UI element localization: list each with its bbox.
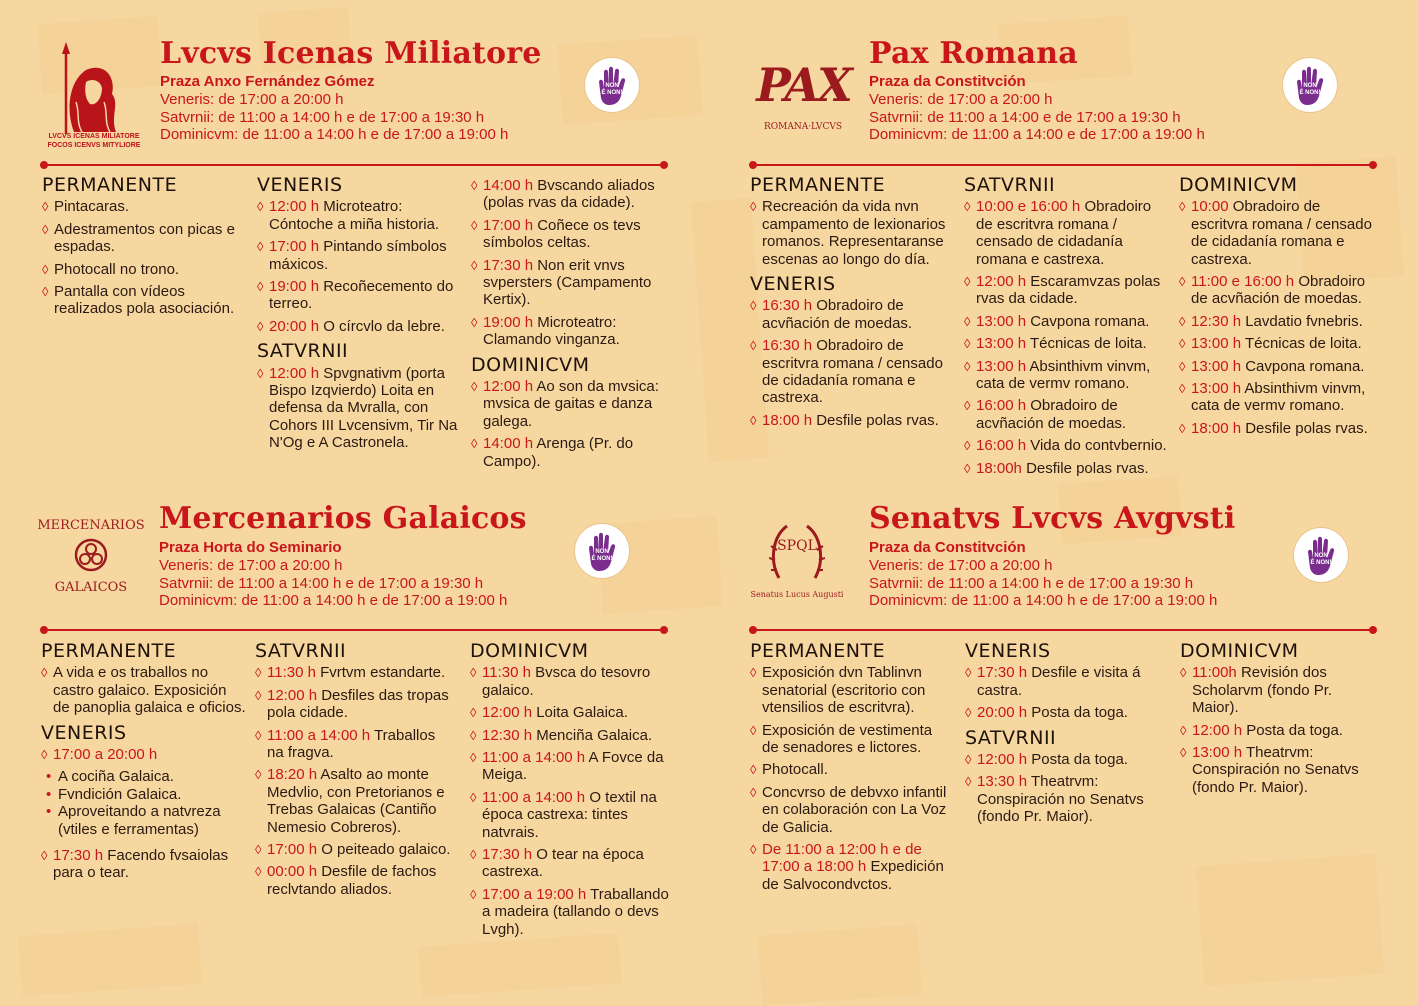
schedule-item bbox=[255, 841, 455, 858]
schedule-item bbox=[41, 664, 246, 716]
hours-saturnii: Satvrnii: de 11:00 a 14:00 h e de 17:00 a 19:30 h bbox=[869, 574, 1194, 592]
mercenarios-logo-text-2: GALAICOS bbox=[54, 580, 128, 595]
event-text: Vida do contvbernio. bbox=[1030, 437, 1167, 455]
event-text: Bvsca do tesovro galaico. bbox=[482, 664, 651, 699]
event-text: Obradoiro de acvñación de moedas. bbox=[762, 297, 913, 332]
association-pax-romana bbox=[709, 0, 1418, 490]
event-text: Pintando símbolos máxicos. bbox=[269, 238, 447, 273]
event-time: 18:00 h bbox=[762, 411, 813, 429]
senatus-logo-text-2: Senatus Lucus Augusti bbox=[750, 590, 844, 599]
event-text: Microteatro: Cóntoche a miña historia. bbox=[269, 198, 440, 233]
event-text: A Fovce da Meiga. bbox=[482, 749, 664, 784]
schedule-item bbox=[257, 318, 462, 335]
day-heading: DOMINICVM bbox=[1179, 174, 1298, 196]
event-time: 17:30 h bbox=[482, 846, 533, 864]
event-time: 20:00 h bbox=[977, 704, 1028, 722]
schedule-item bbox=[470, 789, 670, 841]
senatus-col-2 bbox=[965, 640, 1165, 831]
hours-veneris: Veneris: de 17:00 a 20:00 h bbox=[869, 91, 1053, 108]
schedule-item bbox=[1179, 335, 1379, 352]
event-time: 11:00 e 16:00 h bbox=[1191, 273, 1295, 291]
schedule-item bbox=[470, 727, 670, 744]
senatus-col-3 bbox=[1180, 640, 1380, 801]
event-time: 18:20 h bbox=[267, 766, 318, 784]
badge-text-2: É NON! bbox=[591, 556, 613, 562]
event-text: Asalto ao monte Medvlio, con Pretorianos e Trebas Galaicas (Cantiño Nemesio Cobreros). bbox=[267, 766, 445, 836]
event-text: Técnicas de loita. bbox=[1029, 335, 1147, 353]
schedule-item bbox=[964, 437, 1169, 454]
event-time: 12:00 h bbox=[269, 364, 320, 382]
mercenarios-venue: Praza Horta do Seminario bbox=[159, 539, 342, 556]
event-time: 11:00 a 14:00 h bbox=[482, 788, 586, 806]
lucus-logo-text-2: FOCOS ICENVS MITYLIORE bbox=[47, 142, 141, 149]
schedule-item bbox=[750, 761, 950, 778]
day-heading: SATVRNII bbox=[965, 726, 1057, 749]
event-time: 12:00 h bbox=[269, 198, 320, 216]
event-time: 19:00 h bbox=[269, 278, 320, 296]
event-text: O círcvlo da lebre. bbox=[323, 317, 445, 335]
event-text: Recoñecemento do terreo. bbox=[269, 278, 454, 313]
schedule-item bbox=[750, 722, 950, 757]
event-time: 17:00 a 20:00 h bbox=[53, 746, 158, 764]
event-time: 16:00 h bbox=[976, 397, 1027, 415]
association-mercenarios bbox=[0, 490, 709, 1004]
day-heading: DOMINICVM bbox=[471, 353, 590, 376]
event-time: 16:00 h bbox=[976, 437, 1027, 455]
senatus-logo bbox=[747, 520, 847, 604]
schedule-item bbox=[1179, 313, 1379, 330]
event-time: 17:00 h bbox=[269, 238, 320, 256]
schedule-item bbox=[964, 313, 1169, 330]
event-time: 18:00 h bbox=[1191, 419, 1242, 437]
event-text: Ao son da mvsica: mvsica de gaitas e danza galega. bbox=[483, 378, 659, 430]
section-divider bbox=[753, 164, 1373, 166]
event-text: Menciña Galaica. bbox=[536, 726, 653, 744]
event-text: Absinthivm vinvm, cata de vermv romano. bbox=[976, 357, 1151, 393]
hours-dominicum: Dominicvm: de 11:00 a 14:00 h e de 17:00 a 19:00 h bbox=[160, 126, 509, 143]
lucus-hours bbox=[160, 91, 508, 144]
schedule-item bbox=[750, 412, 950, 429]
event-time: 12:00 h bbox=[482, 704, 533, 722]
event-time: 13:00 h bbox=[1191, 380, 1242, 398]
schedule-item bbox=[964, 397, 1169, 432]
event-time: 17:00 h bbox=[483, 216, 534, 234]
day-heading: VENERIS bbox=[965, 640, 1051, 662]
event-time: 13:00 h bbox=[976, 357, 1027, 375]
schedule-item bbox=[750, 841, 950, 893]
event-text: Desfile e visita á castra. bbox=[977, 664, 1141, 699]
schedule-item bbox=[750, 297, 950, 332]
event-time: 14:00 h bbox=[483, 177, 534, 194]
event-time: 13:00 h bbox=[976, 335, 1027, 353]
event-time: 16:30 h bbox=[762, 337, 813, 355]
event-text: Photocall. bbox=[762, 761, 828, 779]
hours-veneris: Veneris: de 17:00 a 20:00 h bbox=[160, 91, 344, 108]
schedule-item bbox=[471, 177, 681, 212]
event-text: Obradoiro de acvñación de moedas. bbox=[976, 397, 1127, 432]
schedule-item bbox=[1179, 198, 1379, 268]
event-time: 17:30 h bbox=[977, 664, 1028, 682]
event-time: 11:30 h bbox=[482, 664, 531, 682]
lucus-col-2 bbox=[257, 174, 462, 457]
non-e-non-badge bbox=[1294, 528, 1348, 582]
schedule-item bbox=[1179, 380, 1379, 415]
non-e-non-badge bbox=[585, 58, 639, 112]
mercenarios-col-3 bbox=[470, 640, 670, 943]
hours-veneris: Veneris: de 17:00 a 20:00 h bbox=[159, 557, 343, 574]
event-text: Recreación da vida nvn campamento de lexionarios romanos. Representaranse escenas ao longo do día. bbox=[762, 198, 946, 268]
schedule-item bbox=[470, 664, 670, 699]
event-time: 11:30 h bbox=[267, 664, 316, 682]
hours-dominicum: Dominicvm: de 11:00 a 14:00 h e de 17:00 a 19:00 h bbox=[159, 592, 508, 609]
schedule-item bbox=[470, 886, 670, 938]
schedule-item bbox=[471, 217, 681, 252]
day-heading: PERMANENTE bbox=[42, 174, 178, 196]
sub-activity: • A cociña Galaica. bbox=[41, 768, 246, 785]
pax-venue: Praza da Constitvción bbox=[869, 73, 1026, 90]
event-text: Desfile polas rvas. bbox=[1245, 419, 1368, 437]
schedule-item bbox=[257, 365, 462, 452]
schedule-item bbox=[965, 751, 1165, 768]
hours-dominicum: Dominicvm: de 11:00 a 14:00 e de 17:00 a 19:00 h bbox=[869, 126, 1205, 143]
lucus-col-3 bbox=[471, 177, 681, 475]
schedule-item bbox=[41, 847, 246, 882]
event-text: O tear na época castrexa. bbox=[482, 846, 644, 881]
day-heading: VENERIS bbox=[257, 174, 343, 196]
pax-hours bbox=[869, 91, 1205, 144]
event-time: 12:30 h bbox=[1191, 312, 1242, 330]
event-text: Traballos na fragva. bbox=[267, 726, 436, 762]
event-text: Coñece os tevs símbolos celtas. bbox=[483, 216, 641, 252]
event-text: Cavpona romana. bbox=[1030, 312, 1150, 330]
schedule-item bbox=[471, 435, 681, 470]
senatus-col-1 bbox=[750, 640, 950, 898]
schedule-item bbox=[255, 727, 455, 762]
event-text: Revisión dos Scholarvm (fondo Pr. Maior). bbox=[1192, 664, 1333, 717]
event-text: Traballando a madeira (tallando o devs Lvgh). bbox=[482, 885, 669, 938]
event-text: Exposición de vestimenta de senadores e lictores. bbox=[762, 721, 933, 757]
schedule-item bbox=[42, 221, 242, 256]
event-text: Adestramentos con picas e espadas. bbox=[54, 220, 235, 256]
event-text: Spvgnativm (porta Bispo Izqvierdo) Loita en defensa da Mvralla, con Cohors III Lvcensivm, Tir Na N'Og e A Castronela. bbox=[269, 364, 458, 452]
event-text: Cavpona romana. bbox=[1245, 357, 1365, 375]
event-time: 12:00 h bbox=[483, 378, 534, 396]
sub-activity: • Fvndición Galaica. bbox=[41, 786, 246, 803]
schedule-item bbox=[255, 687, 455, 722]
event-text: Exposición dvn Tablinvn senatorial (escritorio con vtensilios de escritvra). bbox=[762, 664, 926, 717]
sub-activity: • Aproveitando a natvreza (vtiles e ferramentas) bbox=[41, 803, 246, 838]
schedule-item bbox=[964, 460, 1169, 477]
event-time: 12:00 h bbox=[267, 686, 318, 704]
schedule-item bbox=[257, 198, 462, 233]
event-text: Theatrvm: Conspiración no Senatvs (fondo Pr. Maior). bbox=[1192, 744, 1359, 796]
schedule-item bbox=[1180, 722, 1380, 739]
lucus-venue: Praza Anxo Fernández Gómez bbox=[160, 73, 375, 90]
event-text: Expedición de Salvocondvctos. bbox=[762, 858, 944, 893]
schedule-item bbox=[1179, 358, 1379, 375]
mercenarios-title: Mercenarios Galaicos bbox=[159, 501, 527, 536]
senatus-hours bbox=[869, 557, 1217, 610]
pax-logo-text-1: PAX bbox=[756, 58, 850, 112]
day-heading: PERMANENTE bbox=[750, 174, 886, 196]
event-time: De 11:00 a 12:00 h e de 17:00 a 18:00 h bbox=[762, 841, 922, 876]
event-text: Theatrvm: Conspiración no Senatvs (fondo Pr. Maior). bbox=[977, 773, 1144, 826]
section-divider bbox=[44, 164, 664, 166]
schedule-item bbox=[257, 238, 462, 273]
event-time: 20:00 h bbox=[269, 317, 320, 335]
schedule-item bbox=[470, 749, 670, 784]
event-time: 13:30 h bbox=[977, 773, 1028, 791]
day-heading: VENERIS bbox=[750, 273, 836, 296]
schedule-item bbox=[965, 664, 1165, 699]
day-heading: SATVRNII bbox=[257, 340, 349, 363]
mercenarios-col-2 bbox=[255, 640, 455, 903]
event-time: 12:30 h bbox=[482, 726, 533, 744]
event-text: Non erit vnvs svpersters (Campamento Kertix). bbox=[483, 256, 652, 309]
schedule-item bbox=[255, 766, 455, 836]
schedule-item bbox=[750, 784, 950, 836]
schedule-item bbox=[1180, 744, 1380, 796]
event-text: Absinthivm vinvm, cata de vermv romano. bbox=[1191, 380, 1366, 415]
event-text: Desfile de fachos reclvtando aliados. bbox=[267, 863, 437, 898]
event-text: Posta da toga. bbox=[1246, 721, 1343, 739]
event-time: 18:00h bbox=[976, 459, 1022, 477]
badge-text-1: NON bbox=[595, 549, 609, 555]
schedule-item bbox=[255, 863, 455, 898]
event-time: 13:00 h bbox=[1192, 744, 1243, 762]
schedule-item bbox=[965, 773, 1165, 825]
schedule-item bbox=[964, 335, 1169, 352]
badge-text-2: É NON! bbox=[1299, 90, 1321, 96]
event-text: Desfile polas rvas. bbox=[1026, 459, 1149, 477]
schedule-item bbox=[964, 358, 1169, 393]
lucus-logo-text-1: LVCVS ICENAS MILIATORE bbox=[48, 133, 140, 140]
event-time: 12:00 h bbox=[976, 273, 1027, 291]
hours-saturnii: Satvrnii: de 11:00 a 14:00 h e de 17:00 a 19:30 h bbox=[159, 574, 484, 592]
lucus-title: Lvcvs Icenas Miliatore bbox=[160, 36, 542, 71]
event-time: 11:00h bbox=[1192, 664, 1237, 682]
event-text: Posta da toga. bbox=[1031, 751, 1128, 769]
event-text: Loita Galaica. bbox=[536, 704, 628, 722]
schedule-item bbox=[41, 746, 246, 763]
event-time: 11:00 a 14:00 h bbox=[482, 749, 586, 767]
day-heading: PERMANENTE bbox=[41, 640, 177, 662]
event-text: Facendo fvsaiolas para o tear. bbox=[53, 847, 229, 882]
event-text: Pantalla con vídeos realizados pola asociación. bbox=[54, 283, 235, 318]
schedule-item bbox=[257, 278, 462, 313]
badge-text-1: NON bbox=[1314, 553, 1328, 559]
non-e-non-badge bbox=[1283, 58, 1337, 112]
hours-dominicum: Dominicvm: de 11:00 a 14:00 h e de 17:00 a 19:00 h bbox=[869, 592, 1218, 609]
event-text: Desfile polas rvas. bbox=[816, 411, 939, 429]
mercenarios-logo-text-1: MERCENARIOS bbox=[37, 518, 145, 533]
day-heading: VENERIS bbox=[41, 721, 127, 744]
event-text: O textil na época castrexa: tintes natvrais. bbox=[482, 788, 657, 841]
pax-col-2 bbox=[964, 174, 1169, 482]
association-lucus bbox=[0, 0, 709, 490]
senatus-title: Senatvs Lvcvs Avgvsti bbox=[869, 501, 1236, 536]
mercenarios-hours bbox=[159, 557, 507, 610]
day-heading: DOMINICVM bbox=[470, 640, 589, 662]
event-time: 16:30 h bbox=[762, 297, 813, 315]
event-time: 13:00 h bbox=[976, 312, 1027, 330]
event-text: Lavdatio fvnebris. bbox=[1245, 312, 1363, 330]
schedule-item bbox=[42, 261, 242, 278]
lucus-col-1 bbox=[42, 174, 242, 323]
event-time: 13:00 h bbox=[1191, 357, 1242, 375]
day-heading: DOMINICVM bbox=[1180, 640, 1299, 662]
event-time: 12:00 h bbox=[1192, 721, 1243, 739]
event-time: 12:00 h bbox=[977, 751, 1028, 769]
event-text: Photocall no trono. bbox=[54, 260, 180, 278]
schedule-item bbox=[965, 704, 1165, 721]
event-time: 17:00 h bbox=[267, 841, 318, 859]
schedule-item bbox=[750, 664, 950, 716]
schedule-item bbox=[1179, 420, 1379, 437]
schedule-item bbox=[42, 198, 242, 215]
badge-text-1: NON bbox=[1303, 83, 1317, 89]
pax-logo-text-2: ROMANA·LVCVS bbox=[763, 122, 843, 132]
event-text: Técnicas de loita. bbox=[1244, 335, 1362, 353]
event-text: Desfiles das tropas pola cidade. bbox=[267, 686, 449, 722]
schedule-item bbox=[42, 283, 242, 318]
senatus-venue: Praza da Constitvción bbox=[869, 539, 1026, 556]
pax-logo bbox=[755, 58, 851, 142]
pax-col-1 bbox=[750, 174, 950, 434]
event-time: 17:30 h bbox=[53, 847, 104, 865]
badge-text-2: É NON! bbox=[1310, 560, 1332, 566]
schedule-item bbox=[471, 378, 681, 430]
event-text: Microteatro: Clamando vinganza. bbox=[483, 313, 620, 349]
schedule-item bbox=[255, 664, 455, 681]
non-e-non-badge bbox=[575, 524, 629, 578]
event-text: Obradoiro de escritvra romana / censado de cidadanía romana e castrexa. bbox=[976, 198, 1152, 268]
spacer bbox=[41, 838, 246, 847]
senatus-logo-text-1: SPQL bbox=[777, 538, 817, 554]
schedule-item bbox=[750, 337, 950, 407]
event-time: 00:00 h bbox=[267, 863, 318, 881]
schedule-item bbox=[964, 198, 1169, 268]
event-time: 13:00 h bbox=[1191, 335, 1242, 353]
event-time: 11:00 a 14:00 h bbox=[267, 726, 371, 744]
event-time: 14:00 h bbox=[483, 435, 534, 453]
schedule-item bbox=[1179, 273, 1379, 308]
badge-text-1: NON bbox=[605, 83, 619, 89]
event-text: Obradoiro de escritvra romana / censado de cidadanía romana e castrexa. bbox=[1191, 198, 1372, 268]
day-heading: PERMANENTE bbox=[750, 640, 886, 662]
pax-col-3 bbox=[1179, 174, 1379, 442]
event-time: 19:00 h bbox=[483, 313, 534, 331]
event-text: Concvrso de debvxo infantil en colaboración con La Voz de Galicia. bbox=[762, 783, 947, 836]
event-time: 10:00 e 16:00 h bbox=[976, 198, 1081, 216]
event-time: 10:00 bbox=[1191, 198, 1229, 216]
event-text: Posta da toga. bbox=[1031, 704, 1128, 722]
event-text: Arenga (Pr. do Campo). bbox=[483, 435, 634, 470]
association-senatus bbox=[709, 490, 1418, 1004]
day-heading: SATVRNII bbox=[255, 640, 347, 662]
event-time: 17:30 h bbox=[483, 256, 534, 274]
mercenarios-col-1 bbox=[41, 640, 246, 887]
hours-saturnii: Satvrnii: de 11:00 a 14:00 h e de 17:00 a 19:30 h bbox=[160, 108, 485, 126]
day-heading: SATVRNII bbox=[964, 174, 1056, 196]
event-text: Obradoiro de acvñación de moedas. bbox=[1191, 273, 1366, 308]
schedule-item bbox=[470, 704, 670, 721]
event-text: A vida e os traballos no castro galaico. Exposición de panoplia galaica e oficios. bbox=[53, 664, 246, 717]
event-time: 17:00 a 19:00 h bbox=[482, 885, 587, 903]
schedule-item bbox=[750, 198, 950, 268]
schedule-item bbox=[470, 846, 670, 881]
hours-veneris: Veneris: de 17:00 a 20:00 h bbox=[869, 557, 1053, 574]
badge-text-2: É NON! bbox=[601, 90, 623, 96]
event-text: Escaramvzas polas rvas da cidade. bbox=[976, 273, 1161, 308]
section-divider bbox=[753, 629, 1373, 631]
schedule-item bbox=[964, 273, 1169, 308]
mercenarios-logo bbox=[36, 518, 146, 606]
event-text: Fvrtvm estandarte. bbox=[320, 664, 446, 682]
section-divider bbox=[44, 629, 664, 631]
event-text: Bvscando aliados (polas rvas da cidade). bbox=[483, 177, 655, 212]
hours-saturnii: Satvrnii: de 11:00 a 14:00 e de 17:00 a 19:30 h bbox=[869, 108, 1181, 126]
pax-title: Pax Romana bbox=[869, 36, 1078, 71]
lucus-logo bbox=[46, 42, 142, 154]
schedule-item bbox=[1180, 664, 1380, 716]
event-text: O peiteado galaico. bbox=[321, 841, 451, 859]
event-text: Pintacaras. bbox=[54, 198, 130, 216]
event-text: Obradoiro de escritvra romana / censado de cidadanía romana e castrexa. bbox=[762, 337, 943, 407]
schedule-item bbox=[471, 314, 681, 349]
schedule-item bbox=[471, 257, 681, 309]
